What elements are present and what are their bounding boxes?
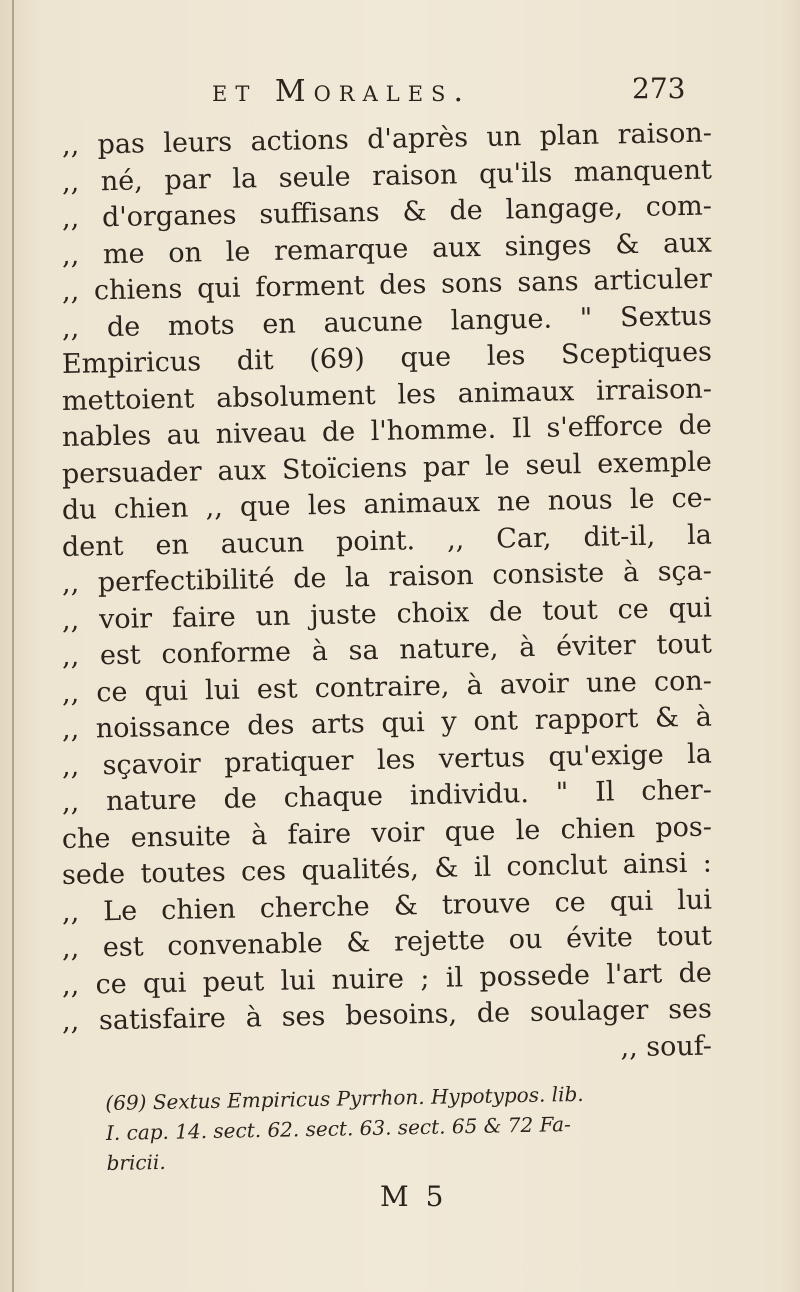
text-line: du chien ,, que les animaux ne nous le ce- — [61, 482, 713, 526]
text-line: mettoient absolument les animaux irraison- — [61, 373, 713, 417]
text-line: ,, de mots en aucune langue. " Sextus — [61, 300, 713, 344]
text-line: ,, né, par la seule raison qu'ils manquent — [61, 154, 713, 198]
text-line: ,, ce qui lui est contraire, à avoir une con- — [61, 665, 713, 709]
text-line: ,, perfectibilité de la raison consiste à sça- — [61, 555, 713, 599]
catchword-line: ,, souf- — [620, 1030, 713, 1063]
text-line: ,, ce qui peut lui nuire ; il possede l'art de — [61, 957, 713, 1001]
text-line: ,, d'organes suffisans & de langage, com- — [61, 190, 713, 234]
text-line: ,, satisfaire à ses besoins, de soulager ses — [61, 993, 713, 1037]
text-line: ,, est convenable & rejette ou évite tout — [61, 920, 713, 964]
text-line: ,, est conforme à sa nature, à éviter tout — [61, 628, 713, 672]
text-line: ,, sçavoir pratiquer les vertus qu'exige la — [61, 738, 713, 782]
text-line: dent en aucun point. ,, Car, dit-il, la — [61, 519, 713, 563]
text-line: ,, me on le remarque aux singes & aux — [61, 227, 713, 271]
text-line: Empiricus dit (69) que les Sceptiques — [61, 336, 713, 380]
signature-mark: M 5 — [380, 1180, 448, 1213]
text-line: ,, voir faire un juste choix de tout ce qui — [61, 592, 713, 636]
text-line: ,, Le chien cherche & trouve ce qui lui — [61, 884, 713, 928]
text-line: ,, noissance des arts qui y ont rapport & à — [61, 701, 713, 745]
text-line: ,, pas leurs actions d'après un plan raison- — [61, 117, 713, 161]
text-line: nables au niveau de l'homme. Il s'efforce de — [61, 409, 713, 453]
text-line: ,, chiens qui forment des sons sans articuler — [61, 263, 713, 307]
footnote-line: bricii. — [106, 1149, 166, 1175]
running-title: et Morales. — [212, 74, 471, 109]
body-text — [61, 117, 713, 1077]
footnote-line: (69) Sextus Empiricus Pyrrhon. Hypotypos. lib. — [105, 1081, 584, 1116]
text-line: che ensuite à faire voir que le chien pos- — [61, 811, 713, 855]
text-line: ,, nature de chaque individu. " Il cher- — [61, 774, 713, 818]
text-line: sede toutes ces qualités, & il conclut ainsi : — [61, 847, 713, 891]
footnote-line: I. cap. 14. sect. 62. sect. 63. sect. 65 & 72 Fa- — [105, 1112, 572, 1145]
page-header — [0, 68, 800, 112]
footnote — [105, 1076, 707, 1178]
text-line: persuader aux Stoïciens par le seul exemple — [61, 446, 713, 490]
page-number: 273 — [632, 72, 686, 105]
binding-gutter — [12, 0, 14, 1292]
